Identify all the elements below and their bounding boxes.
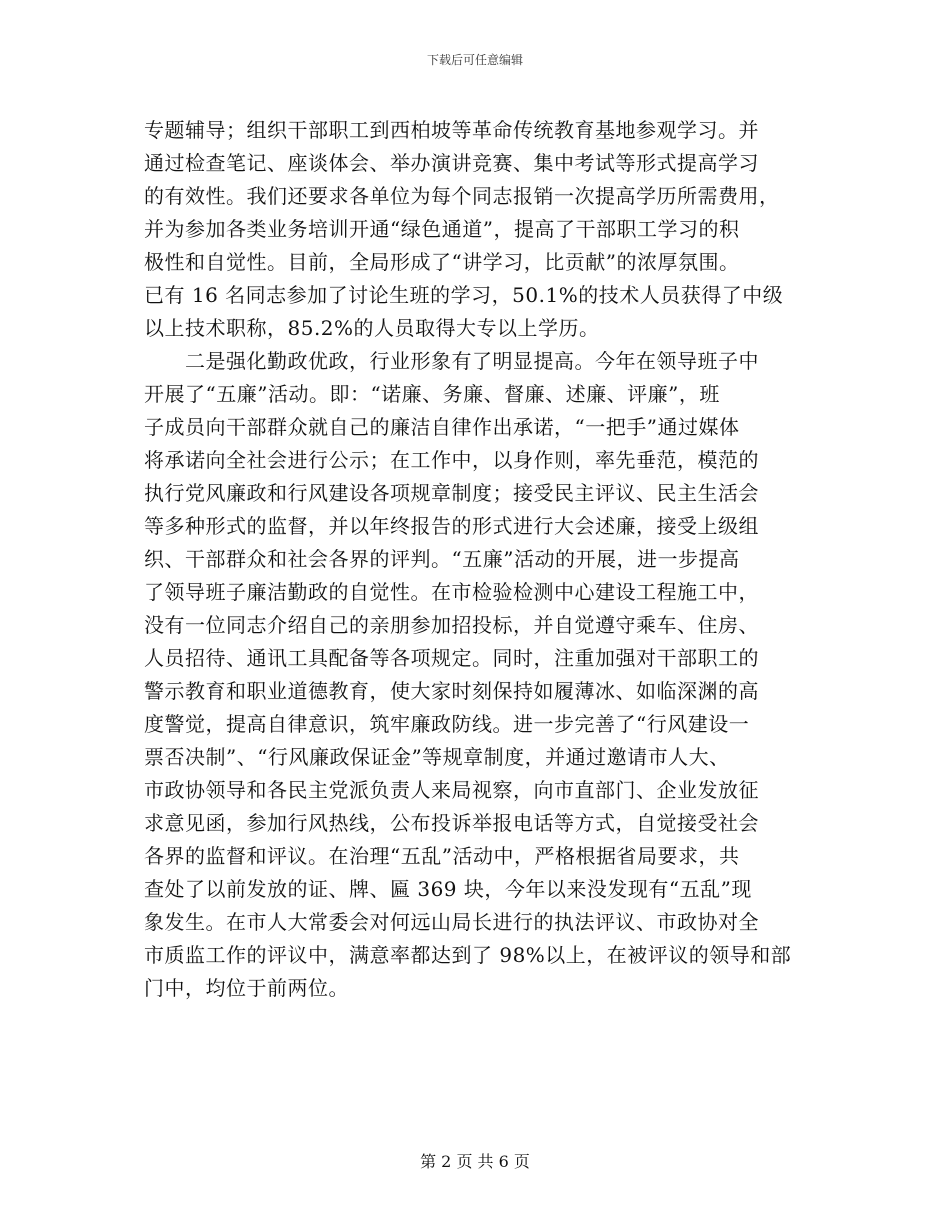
- body-line: 票否决制”、“行风廉政保证金”等规章制度，并通过邀请市人大、: [144, 745, 730, 769]
- body-line: 开展了“五廉”活动。即：“诺廉、务廉、督廉、述廉、评廉”，班: [144, 382, 720, 406]
- body-line: 没有一位同志介绍自己的亲朋参加招投标，并自觉遵守乘车、住房、: [144, 613, 759, 637]
- body-line: 极性和自觉性。目前，全局形成了“讲学习，比贡献”的浓厚氛围。: [144, 250, 740, 274]
- body-line: 执行党风廉政和行风建设各项规章制度；接受民主评议、民主生活会: [144, 481, 759, 505]
- body-line: 门中，均位于前两位。: [144, 976, 349, 1000]
- body-line: 织、干部群众和社会各界的评判。“五廉”活动的开展，进一步提高: [144, 547, 740, 571]
- body-line: 查处了以前发放的证、牌、匾 369 块，今年以来没发现有“五乱”现: [144, 877, 752, 901]
- body-line: 的有效性。我们还要求各单位为每个同志报销一次提高学历所需费用，: [144, 184, 780, 208]
- body-line: 已有 16 名同志参加了讨论生班的学习，50.1%的技术人员获得了中级: [144, 283, 784, 307]
- page-number: 第 2 页 共 6 页: [420, 1152, 530, 1171]
- body-line: 求意见函，参加行风热线，公布投诉举报电话等方式，自觉接受社会: [144, 811, 759, 835]
- document-body: [144, 114, 814, 1005]
- body-line: 专题辅导；组织干部职工到西柏坡等革命传统教育基地参观学习。并: [144, 118, 759, 142]
- body-line: 二是强化勤政优政，行业形象有了明显提高。今年在领导班子中: [144, 349, 759, 373]
- body-line: 通过检查笔记、座谈体会、举办演讲竞赛、集中考试等形式提高学习: [144, 151, 759, 175]
- body-line: 警示教育和职业道德教育，使大家时刻保持如履薄冰、如临深渊的高: [144, 679, 759, 703]
- body-line: 市质监工作的评议中，满意率都达到了 98%以上，在被评议的领导和部: [144, 943, 792, 967]
- body-line: 各界的监督和评议。在治理“五乱”活动中，严格根据省局要求，共: [144, 844, 740, 868]
- body-line: 将承诺向全社会进行公示；在工作中，以身作则，率先垂范，模范的: [144, 448, 759, 472]
- body-line: 并为参加各类业务培训开通“绿色通道”，提高了干部职工学习的积: [144, 217, 740, 241]
- body-line: 人员招待、通讯工具配备等各项规定。同时，注重加强对干部职工的: [144, 646, 759, 670]
- body-line: 市政协领导和各民主党派负责人来局视察，向市直部门、企业发放征: [144, 778, 759, 802]
- body-line: 象发生。在市人大常委会对何远山局长进行的执法评议、市政协对全: [144, 910, 759, 934]
- body-line: 子成员向干部群众就自己的廉洁自律作出承诺，“一把手”通过媒体: [144, 415, 740, 439]
- page-header: 下载后可任意编辑: [426, 53, 523, 67]
- body-line: 等多种形式的监督，并以年终报告的形式进行大会述廉，接受上级组: [144, 514, 759, 538]
- body-line: 度警觉，提高自律意识，筑牢廉政防线。进一步完善了“行风建设一: [144, 712, 750, 736]
- body-line: 以上技术职称，85.2%的人员取得大专以上学历。: [144, 316, 600, 340]
- body-line: 了领导班子廉洁勤政的自觉性。在市检验检测中心建设工程施工中，: [144, 580, 759, 604]
